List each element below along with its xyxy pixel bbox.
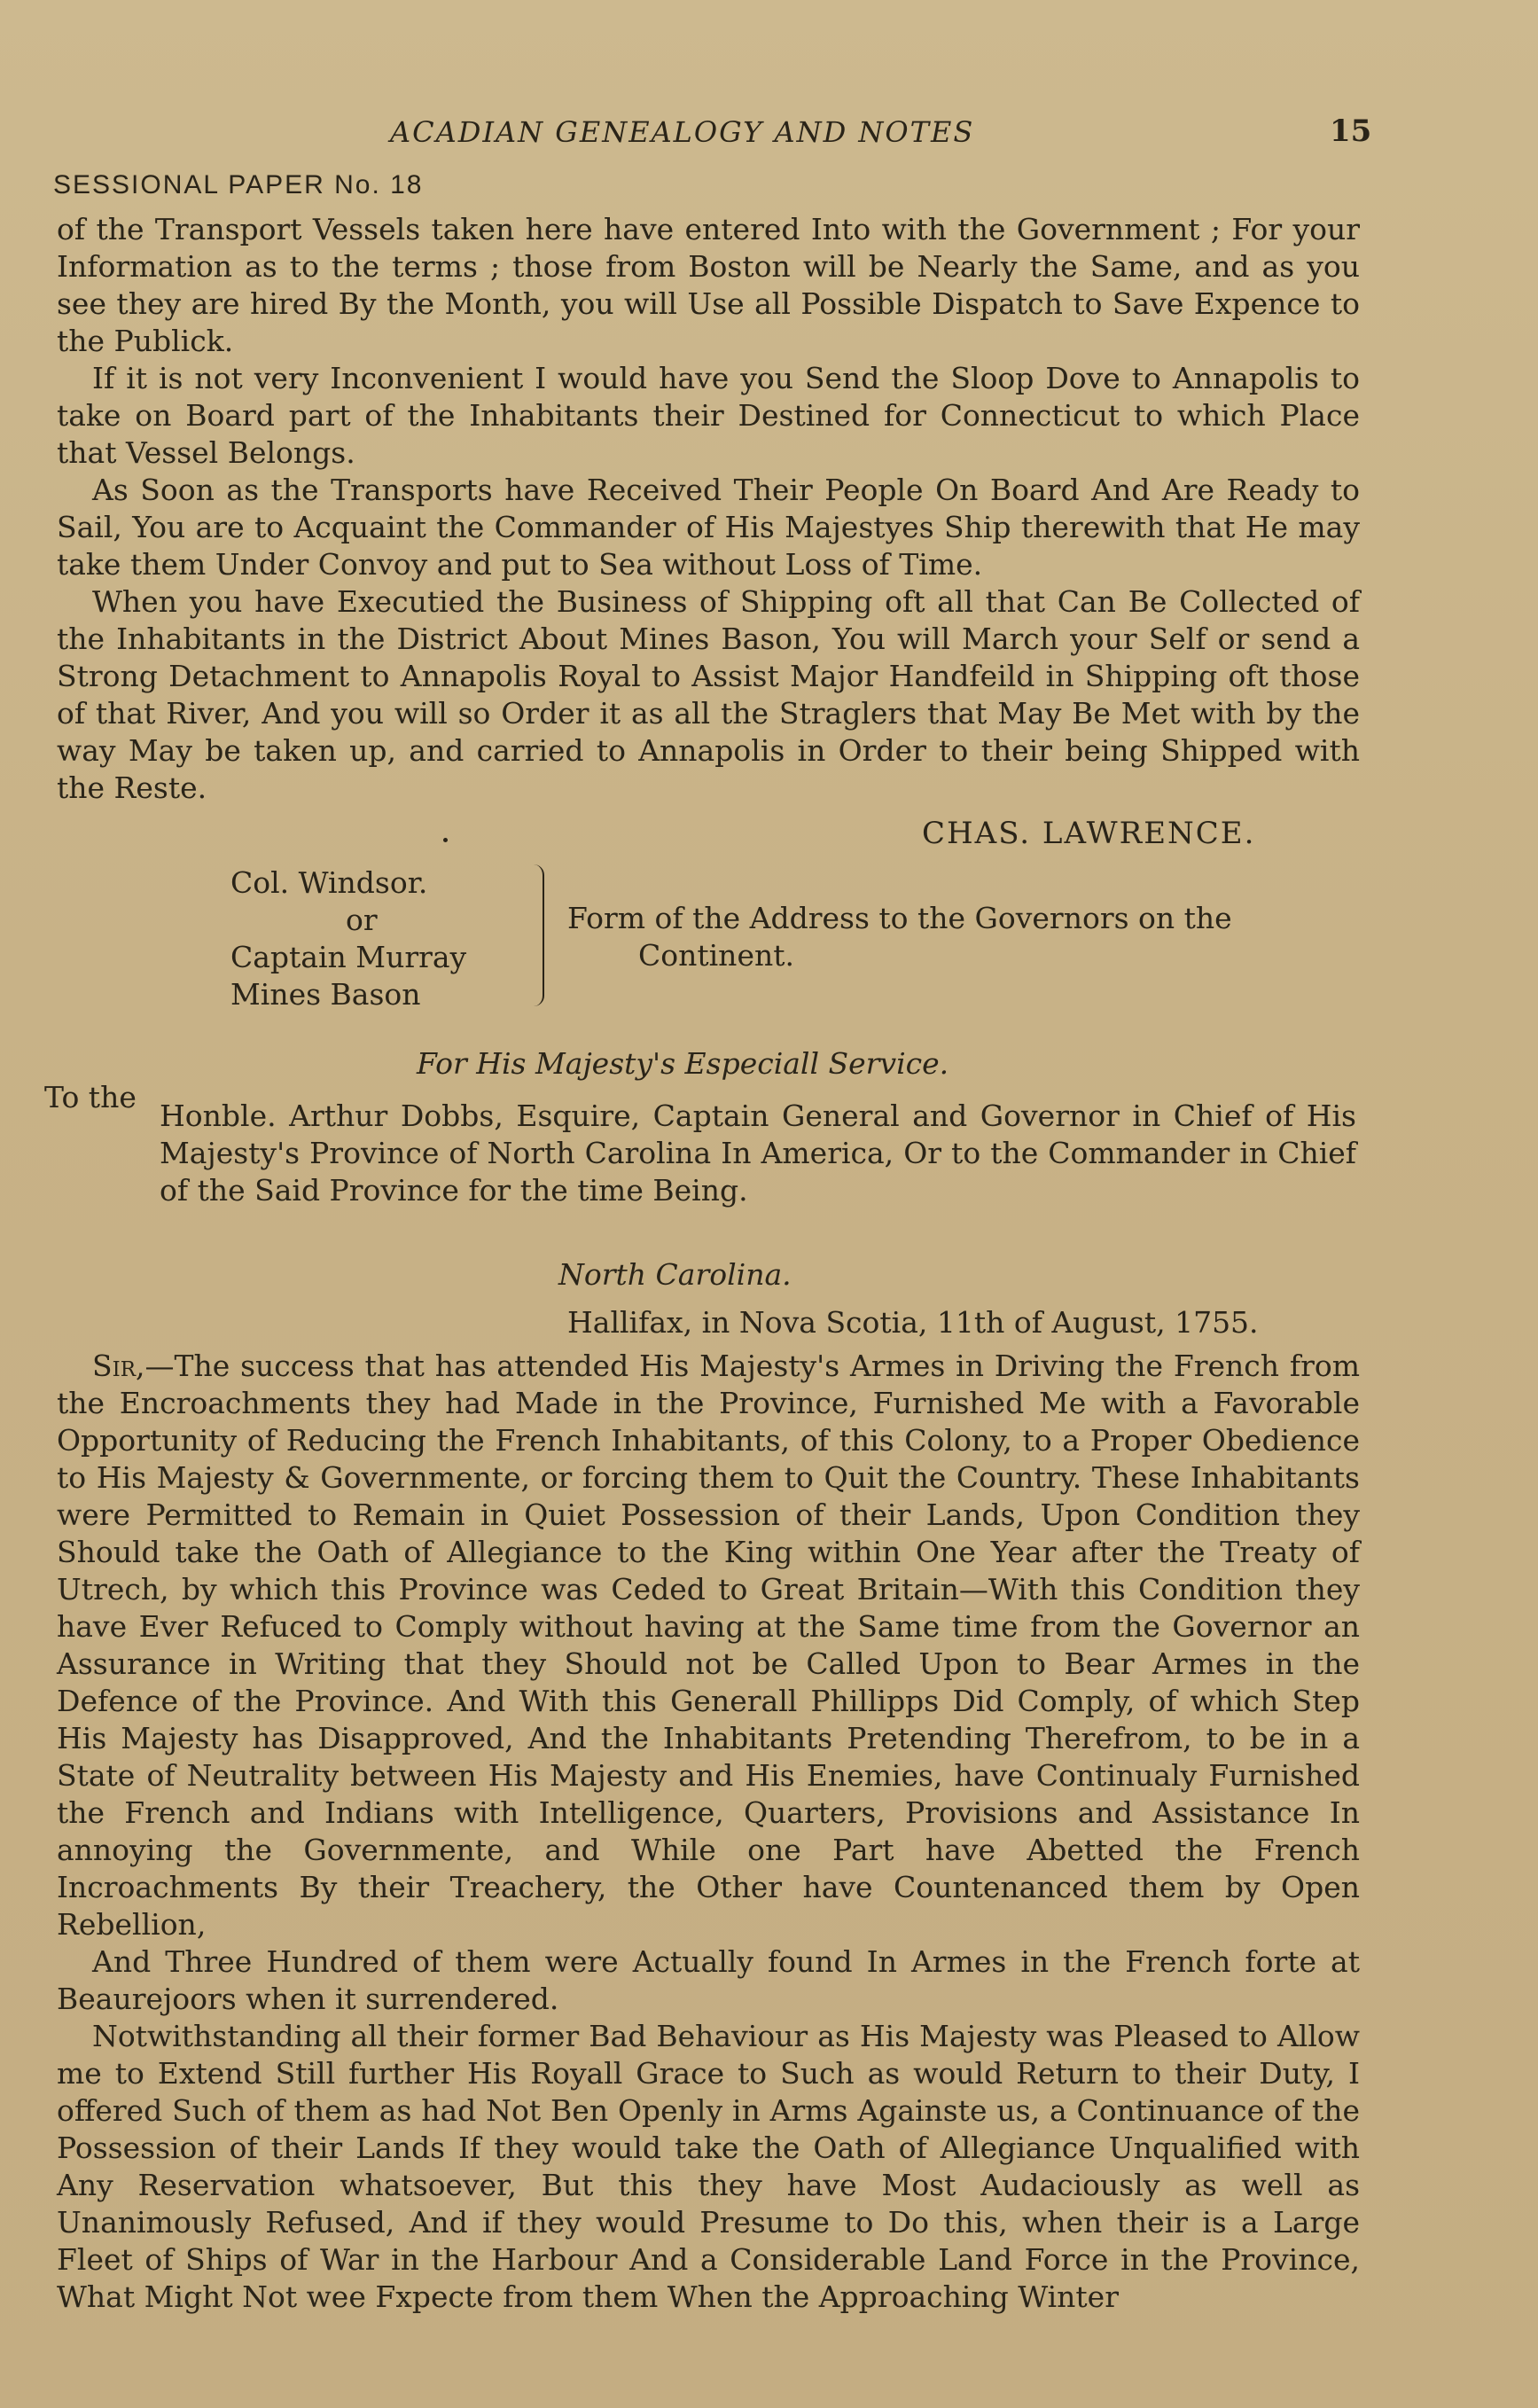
- address-name: Captain Murray: [230, 940, 467, 974]
- paragraph-text: —The success that has attended His Majesty's Armes in Driving the French from the Encroachments they had Made in the Province, Furnished Me with a Favorable Opportunity of Reducing the French Inhabitants, of this Colony, to a Proper Obedience to His Majesty & Governmente, or forcing them to Quit the Country. These Inhabitants were Permitted to Remain in Quiet Possession of their Lands, Upon Condition they Should take the Oath of Allegiance to the King within One Year after the Treaty of Utrech, by which this Province was Ceded to Great Britain—With this Condition they have Ever Refuced to Comply without having at the Same time from the Governor an Assurance in Writing that they Should not be Called Upon to Bear Armes in the Defence of the Province. And With this Generall Phillipps Did Comply, of which Step His Majesty has Disapproved, And the Inhabitants Pretending Therefrom, to be in a State of Neutrality between His Majesty and His Enemies, have Continualy Furnished the French and Indians with Intelligence, Quarters, Provisions and Assistance In annoying the Governmente, and While one Part have Abetted the French Incroachments By their Treachery, the Other have Countenanced them by Open Rebellion,: [57, 1349, 1360, 1942]
- paragraph: And Three Hundred of them were Actually found In Armes in the French forte at Beaurejoors when it surrendered.: [57, 1944, 1360, 2016]
- letter-1-body: [57, 211, 1360, 807]
- address-block: [230, 864, 1383, 1015]
- paragraph: of the Transport Vessels taken here have entered Into with the Government ; For your Information as to the terms ; those from Boston will be Nearly the Same, and as you see they are hired By the Month, you will Use all Possible Dispatch to Save Expence to the Publick.: [57, 212, 1360, 358]
- paragraph: If it is not very Inconvenient I would have you Send the Sloop Dove to Annapolis to take on Board part of the Inhabitants their Destined for Connecticut to which Place that Vessel Belongs.: [57, 361, 1360, 470]
- brace: [532, 864, 544, 1006]
- service-heading: For His Majesty's Especiall Service.: [417, 1046, 949, 1081]
- form-line: Continent.: [638, 938, 794, 973]
- letter-2-body: [57, 1348, 1360, 2316]
- address-name: Mines Bason: [230, 977, 421, 1012]
- paragraph: When you have Executied the Business of Shipping oft all that Can Be Collected of the Inhabitants in the District About Mines Bason, You will March your Self or send a Strong Detachment to Annapolis Royal to Assist Major Handfeild in Shipping oft those of that River, And you will so Order it as all the Straglers that May Be Met with by the way May be taken up, and carried to Annapolis in Order to their being Shipped with the Reste.: [57, 584, 1360, 805]
- paragraph: As Soon as the Transports have Received Their People On Board And Are Ready to Sail, You are to Acquaint the Commander of His Majestyes Ship therewith that He may take them Under Convoy and put to Sea without Loss of Time.: [57, 473, 1360, 582]
- form-line: Form of the Address to the Governors on the: [567, 901, 1232, 935]
- page-number: 15: [1330, 113, 1372, 149]
- address-names: [230, 864, 496, 1013]
- address-form-note: [567, 900, 1232, 974]
- signature: CHAS. LAWRENCE.: [922, 816, 1256, 851]
- north-carolina-heading: North Carolina.: [558, 1257, 792, 1292]
- running-head: ACADIAN GENEALOGY AND NOTES: [390, 115, 975, 149]
- paragraph-first: [57, 1348, 1360, 1943]
- to-word: To the: [44, 1080, 137, 1114]
- ink-dot: [443, 838, 448, 842]
- sessional-paper-label: SESSIONAL PAPER No. 18: [53, 170, 424, 199]
- paragraph: Notwithstanding all their former Bad Behaviour as His Majesty was Pleased to Allow me to Extend Still further His Royall Grace to Such as would Return to their Duty, I offered Such of them as had Not Ben Openly in Arms Againste us, a Continuance of the Possession of their Lands If they would take the Oath of Allegiance Unqualified with Any Reservation whatsoever, But this they have Most Audaciously as well as Unanimously Refused, And if they would Presume to Do this, when their is a Large Fleet of Ships of War in the Harbour And a Considerable Land Force in the Province, What Might Not wee Fxpecte from them When the Approaching Winter: [57, 2019, 1360, 2314]
- salutation: Sir,: [92, 1349, 145, 1383]
- address-text: Honble. Arthur Dobbs, Esquire, Captain General and Governor in Chief of His Majesty's Province of North Carolina In America, Or to the Commander in Chief of the Said Province for the time Being.: [160, 1098, 1356, 1208]
- dateline: Hallifax, in Nova Scotia, 11th of August, 1755.: [567, 1305, 1259, 1340]
- address-name: or: [346, 903, 378, 937]
- address-name: Col. Windsor.: [230, 865, 428, 900]
